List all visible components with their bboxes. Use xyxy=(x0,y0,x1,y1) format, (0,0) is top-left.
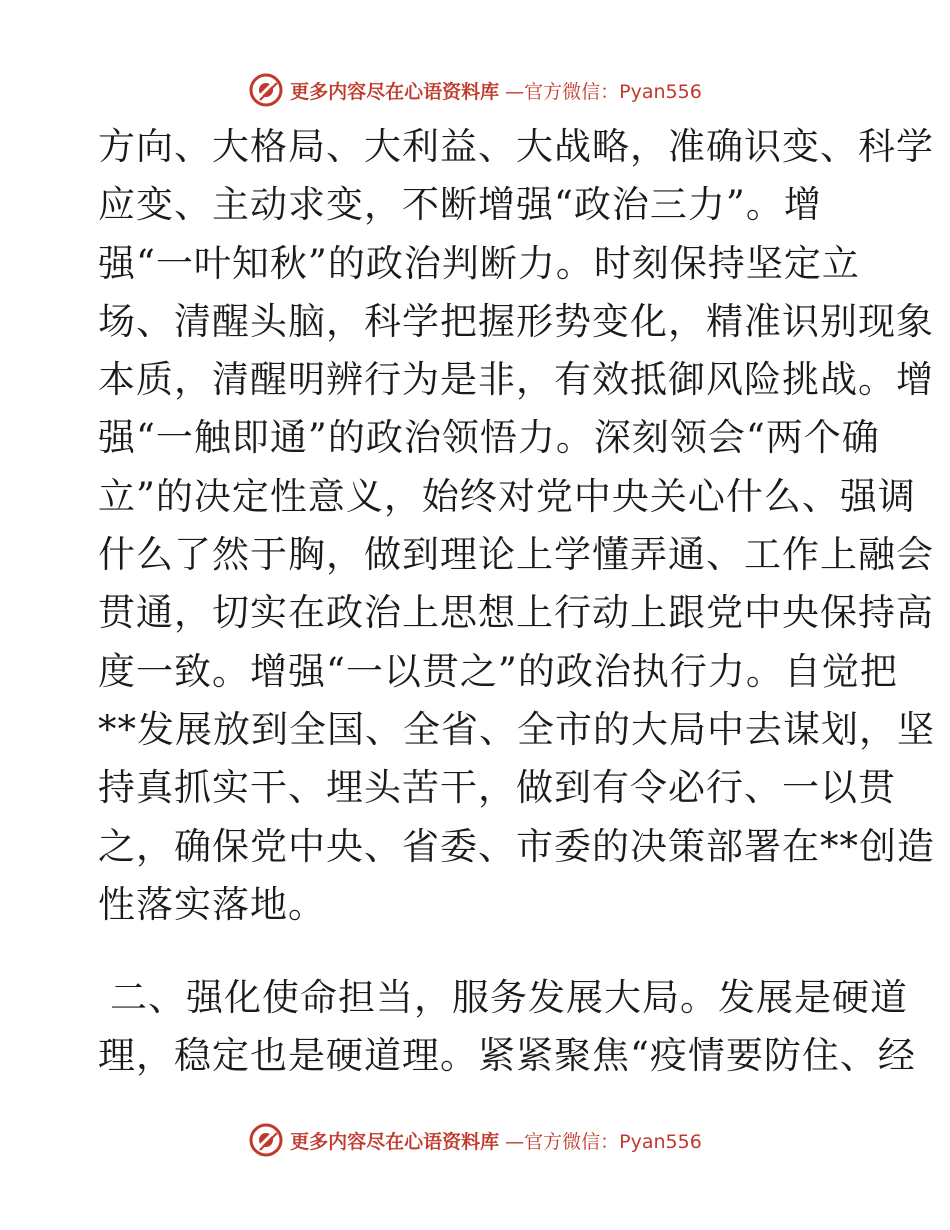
text-line: 立”的决定性意义，始终对党中央关心什么、强调 xyxy=(98,474,916,518)
red-seal-logo-icon xyxy=(248,72,284,108)
header-site-text: 更多内容尽在心语资料库 xyxy=(290,80,500,103)
footer-wechat-text: —官方微信：Pyan556 xyxy=(505,1130,702,1153)
footer-site-text: 更多内容尽在心语资料库 xyxy=(290,1130,500,1153)
paragraph-1 xyxy=(98,118,935,934)
text-line: 方向、大格局、大利益、大战略，准确识变、科学 xyxy=(98,125,934,168)
text-line: 场、清醒头脑，科学把握形势变化，精准识别现象 xyxy=(98,299,934,343)
header-banner xyxy=(0,70,950,110)
header-wechat-text: —官方微信：Pyan556 xyxy=(505,80,702,103)
text-line: 什么了然于胸，做到理论上学懂弄通、工作上融会 xyxy=(98,533,934,577)
text-line: 贯通，切实在政治上思想上行动上跟党中央保持高 xyxy=(98,591,934,635)
text-line: **发展放到全国、全省、全市的大局中去谋划，坚 xyxy=(98,707,935,751)
text-line: 性落实落地。 xyxy=(98,882,326,926)
red-seal-logo-icon xyxy=(248,1122,284,1158)
footer-banner xyxy=(0,1120,950,1160)
text-line: 持真抓实干、埋头苦干，做到有令必行、一以贯 xyxy=(98,766,896,810)
text-line: 应变、主动求变，不断增强“政治三力”。增 xyxy=(98,183,822,227)
paragraph-2 xyxy=(98,969,916,1086)
document-body xyxy=(98,118,935,1086)
text-line: 强“一触即通”的政治领悟力。深刻领会“两个确 xyxy=(98,416,880,460)
text-line: 之，确保党中央、省委、市委的决策部署在**创造 xyxy=(98,824,935,868)
text-line: 理，稳定也是硬道理。紧紧聚焦“疫情要防住、经 xyxy=(98,1034,916,1078)
text-line: 本质，清醒明辨行为是非，有效抵御风险挑战。增 xyxy=(98,358,934,402)
section-heading-line: 二、强化使命担当，服务发展大局。发展是硬道 xyxy=(110,976,908,1020)
text-line: 强“一叶知秋”的政治判断力。时刻保持坚定立 xyxy=(98,241,860,285)
text-line: 度一致。增强“一以贯之”的政治执行力。自觉把 xyxy=(98,649,898,693)
paragraph-gap xyxy=(98,934,858,969)
